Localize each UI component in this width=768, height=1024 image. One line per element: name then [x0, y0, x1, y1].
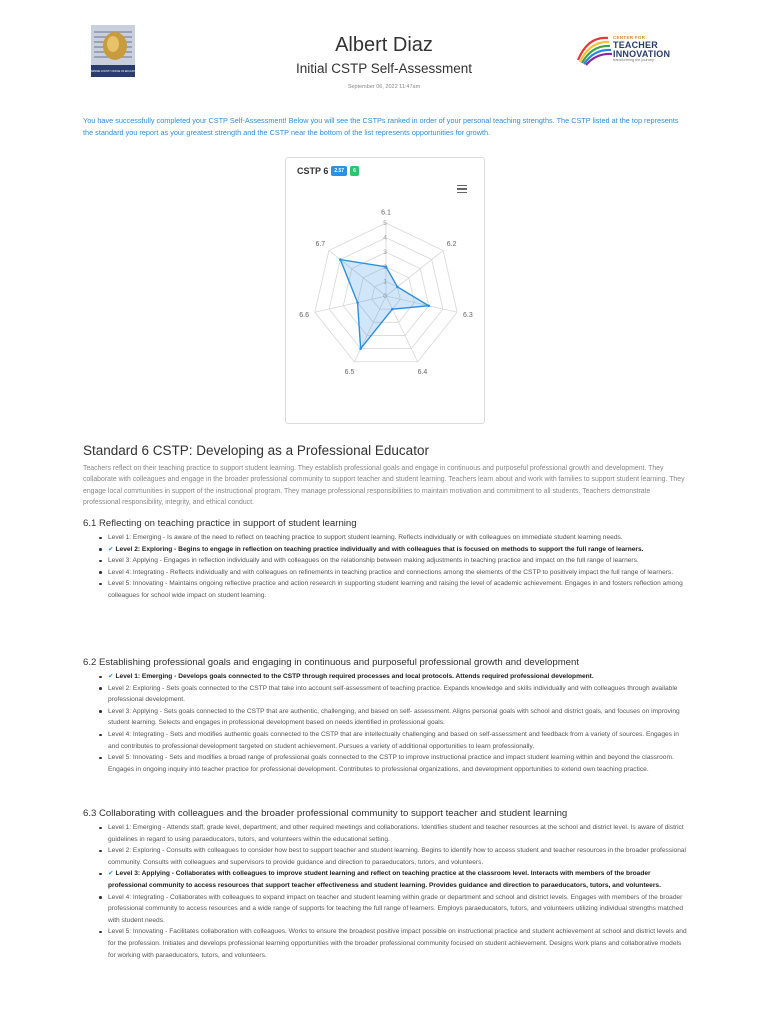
radar-tick-label: 4 [383, 234, 387, 242]
levels-list-6-2 [98, 671, 688, 775]
list-item: Level 3: Applying - Sets goals connected to the CSTP that are authentic, challenging, and based on self- assessment. Aligns personal goals with school and district goals, and focuses on improving student learning. Selects and engages in professional development based on needs identified in professional goals. [98, 706, 688, 729]
hamburger-menu-icon[interactable] [457, 185, 467, 193]
radar-data-point [339, 258, 342, 261]
radar-data-point [385, 266, 388, 269]
radar-data-point [427, 304, 430, 307]
check-icon: ✔ [108, 870, 114, 878]
list-item: Level 1: Emerging - Is aware of the need to reflect on teaching practice to support student learning. Reflects individually or with colleagues on immediate student learning needs. [98, 532, 688, 544]
teacher-name: Albert Diaz [335, 34, 433, 56]
teacher-innovation-wordmark [613, 36, 670, 62]
levels-list-6-3 [98, 822, 688, 961]
section-heading-6-1: 6.1 Reflecting on teaching practice in support of student learning [83, 518, 357, 529]
logo-tagline: transforming the journey [613, 57, 654, 62]
cstp-chart-card [285, 157, 485, 424]
radar-category-label: 6.4 [417, 369, 428, 377]
list-item: Level 5: Innovating - Sets and modifies a broad range of professional goals connected to the CSTP to improve instructional practice and impact student learning within and beyond the classroom. Engages in ongoing inquiry into teacher practice for professional development. Contributes to professional organizations, and development opportunities to extend own teaching practice. [98, 752, 688, 775]
chart-header [297, 166, 359, 176]
completion-timestamp: September 06, 2022 11:47am [347, 84, 421, 90]
level-text: Level 2: Exploring - Begins to engage in reflection on teaching practice individually and with colleagues that is focused on methods to support the full range of learners. [115, 545, 644, 553]
radar-data-point [391, 308, 394, 311]
list-item: Level 2: Exploring - Consults with colleagues to consider how best to support teacher and student learning. Begins to identify how to access student and teacher resources in the broader professional community. Consults with colleagues and supervisors to provide guidance and direction to paraeducators, tutors, and volunteers. [98, 845, 688, 868]
assessment-title: Initial CSTP Self-Assessment [295, 61, 473, 76]
radar-category-label: 6.1 [381, 209, 391, 217]
radar-category-label: 6.7 [315, 241, 326, 249]
teacher-text: TEACHER [613, 39, 658, 50]
list-item: Level 5: Innovating - Maintains ongoing reflective practice and action research in supporting student learning and raising the level of academic achievement. Engages in and fosters reflection among colleagues for school wide impact on student learning. [98, 578, 688, 601]
innovation-text: INNOVATION [613, 48, 671, 59]
radar-tick-label: 5 [383, 220, 387, 227]
level-text: Level 3: Applying - Collaborates with colleagues to improve student learning and reflect on teaching practice at the classroom level. Interacts with members of the broader professional community to access resources that support teacher effectiveness and student learning. Provides guidance and direction to paraeducators, tutors, and volunteers. [108, 870, 661, 889]
check-icon: ✔ [108, 545, 114, 553]
radar-data-point [356, 301, 359, 304]
radar-category-label: 6.6 [299, 312, 309, 320]
section-heading-6-2: 6.2 Establishing professional goals and engaging in continuous and purposeful professional growth and development [83, 657, 580, 668]
score-badge: 2.57 [331, 166, 347, 176]
list-item: Level 1: Emerging - Attends staff, grade level, department, and other required meetings and collaborations. Identifies student and teacher resources at the school and district level. Is aware of district guidelines in regard to using paraeducators, tutors, and volunteers within the educational setting. [98, 822, 688, 845]
radar-category-label: 6.2 [446, 241, 457, 249]
radar-data-point [396, 286, 399, 289]
radar-data-point [359, 347, 362, 350]
list-item-selected [98, 544, 688, 556]
section-heading-6-3: 6.3 Collaborating with colleagues and the broader professional community to support teacher and student learning [83, 808, 568, 819]
radar-tick-label: 3 [383, 249, 387, 257]
chart-title: CSTP 6 [297, 166, 329, 176]
list-item: Level 2: Exploring - Sets goals connected to the CSTP that take into account self-assessment of teaching practice. Expands knowledge and skills individually and with colleagues through available professional development. [98, 683, 688, 706]
radar-category-label: 6.5 [344, 369, 355, 377]
list-item: Level 3: Applying - Engages in reflection individually and with colleagues on the relationship between making adjustments in teaching practice and impact on the full range of learners. [98, 555, 688, 567]
list-item: Level 4: Integrating - Collaborates with colleagues to expand impact on teacher and student learning within grade or department and school and district levels. Engages with members of the broader professional community to access resources and a wide range of supports for teaching the full range of learners. Employs paraeducators, tutors, and volunteers utilizing individual strengths matched with student needs. [98, 892, 688, 927]
levels-list-6-1 [98, 532, 688, 602]
county-logo-text: RIVERSIDE COUNTY OFFICE OF EDUCATION [87, 70, 139, 73]
radar-category-label: 6.3 [463, 312, 473, 320]
standard-description: Teachers reflect on their teaching practice to support student learning. They establish professional goals and engage in continuous and purposeful professional growth and development. They collaborate with colleagues and engage in the broader professional community to support teacher and student learning. Teachers learn about and work with families to support student learning. They engage local communities in support of the instructional program. They manage professional responsibilities to maintain motivation and commitment to all students. Teachers demonstrate professional responsibility, integrity, and ethical conduct. [83, 465, 685, 507]
level-text: Level 1: Emerging - Develops goals connected to the CSTP through required processes and local protocols. Attends required professional development. [115, 673, 594, 680]
page-header [0, 0, 768, 100]
list-item-selected [98, 868, 688, 891]
list-item: Level 4: Integrating - Sets and modifies authentic goals connected to the CSTP that are intellectually challenging and based on self-assessment and feedback from a variety of sources. Engages in and contributes to professional development targeted on student achievement. Pursues a variety of additional opportunities to learn professionally. [98, 729, 688, 752]
list-item: Level 4: Integrating - Reflects individually and with colleagues on refinements in teaching practice and connections among the elements of the CSTP to positively impact the full range of learners. [98, 567, 688, 579]
radar-chart [300, 198, 472, 378]
rank-badge: 6 [350, 166, 359, 176]
list-item-selected [98, 671, 688, 683]
center-for-text: CENTER FOR [613, 35, 646, 40]
check-icon: ✔ [108, 673, 114, 680]
list-item: Level 5: Innovating - Facilitates collaboration with colleagues. Works to ensure the broadest positive impact possible on instructional practice and student achievement at school and district levels and for the profession. Initiates and develops professional learning opportunities with the broader professional community focused on student achievement. Designs work plans and collaborative models for working with paraeducators, tutors, and volunteers. [98, 926, 688, 961]
standard-title: Standard 6 CSTP: Developing as a Professional Educator [83, 443, 429, 458]
intro-message: You have successfully completed your CSTP Self-Assessment! Below you will see the CSTPs ranked in order of your personal teaching strengths. The CSTP listed at the top represents the standard you report as your greatest strength and the CSTP near the bottom of the list represents opportunities for growth. [83, 116, 679, 137]
